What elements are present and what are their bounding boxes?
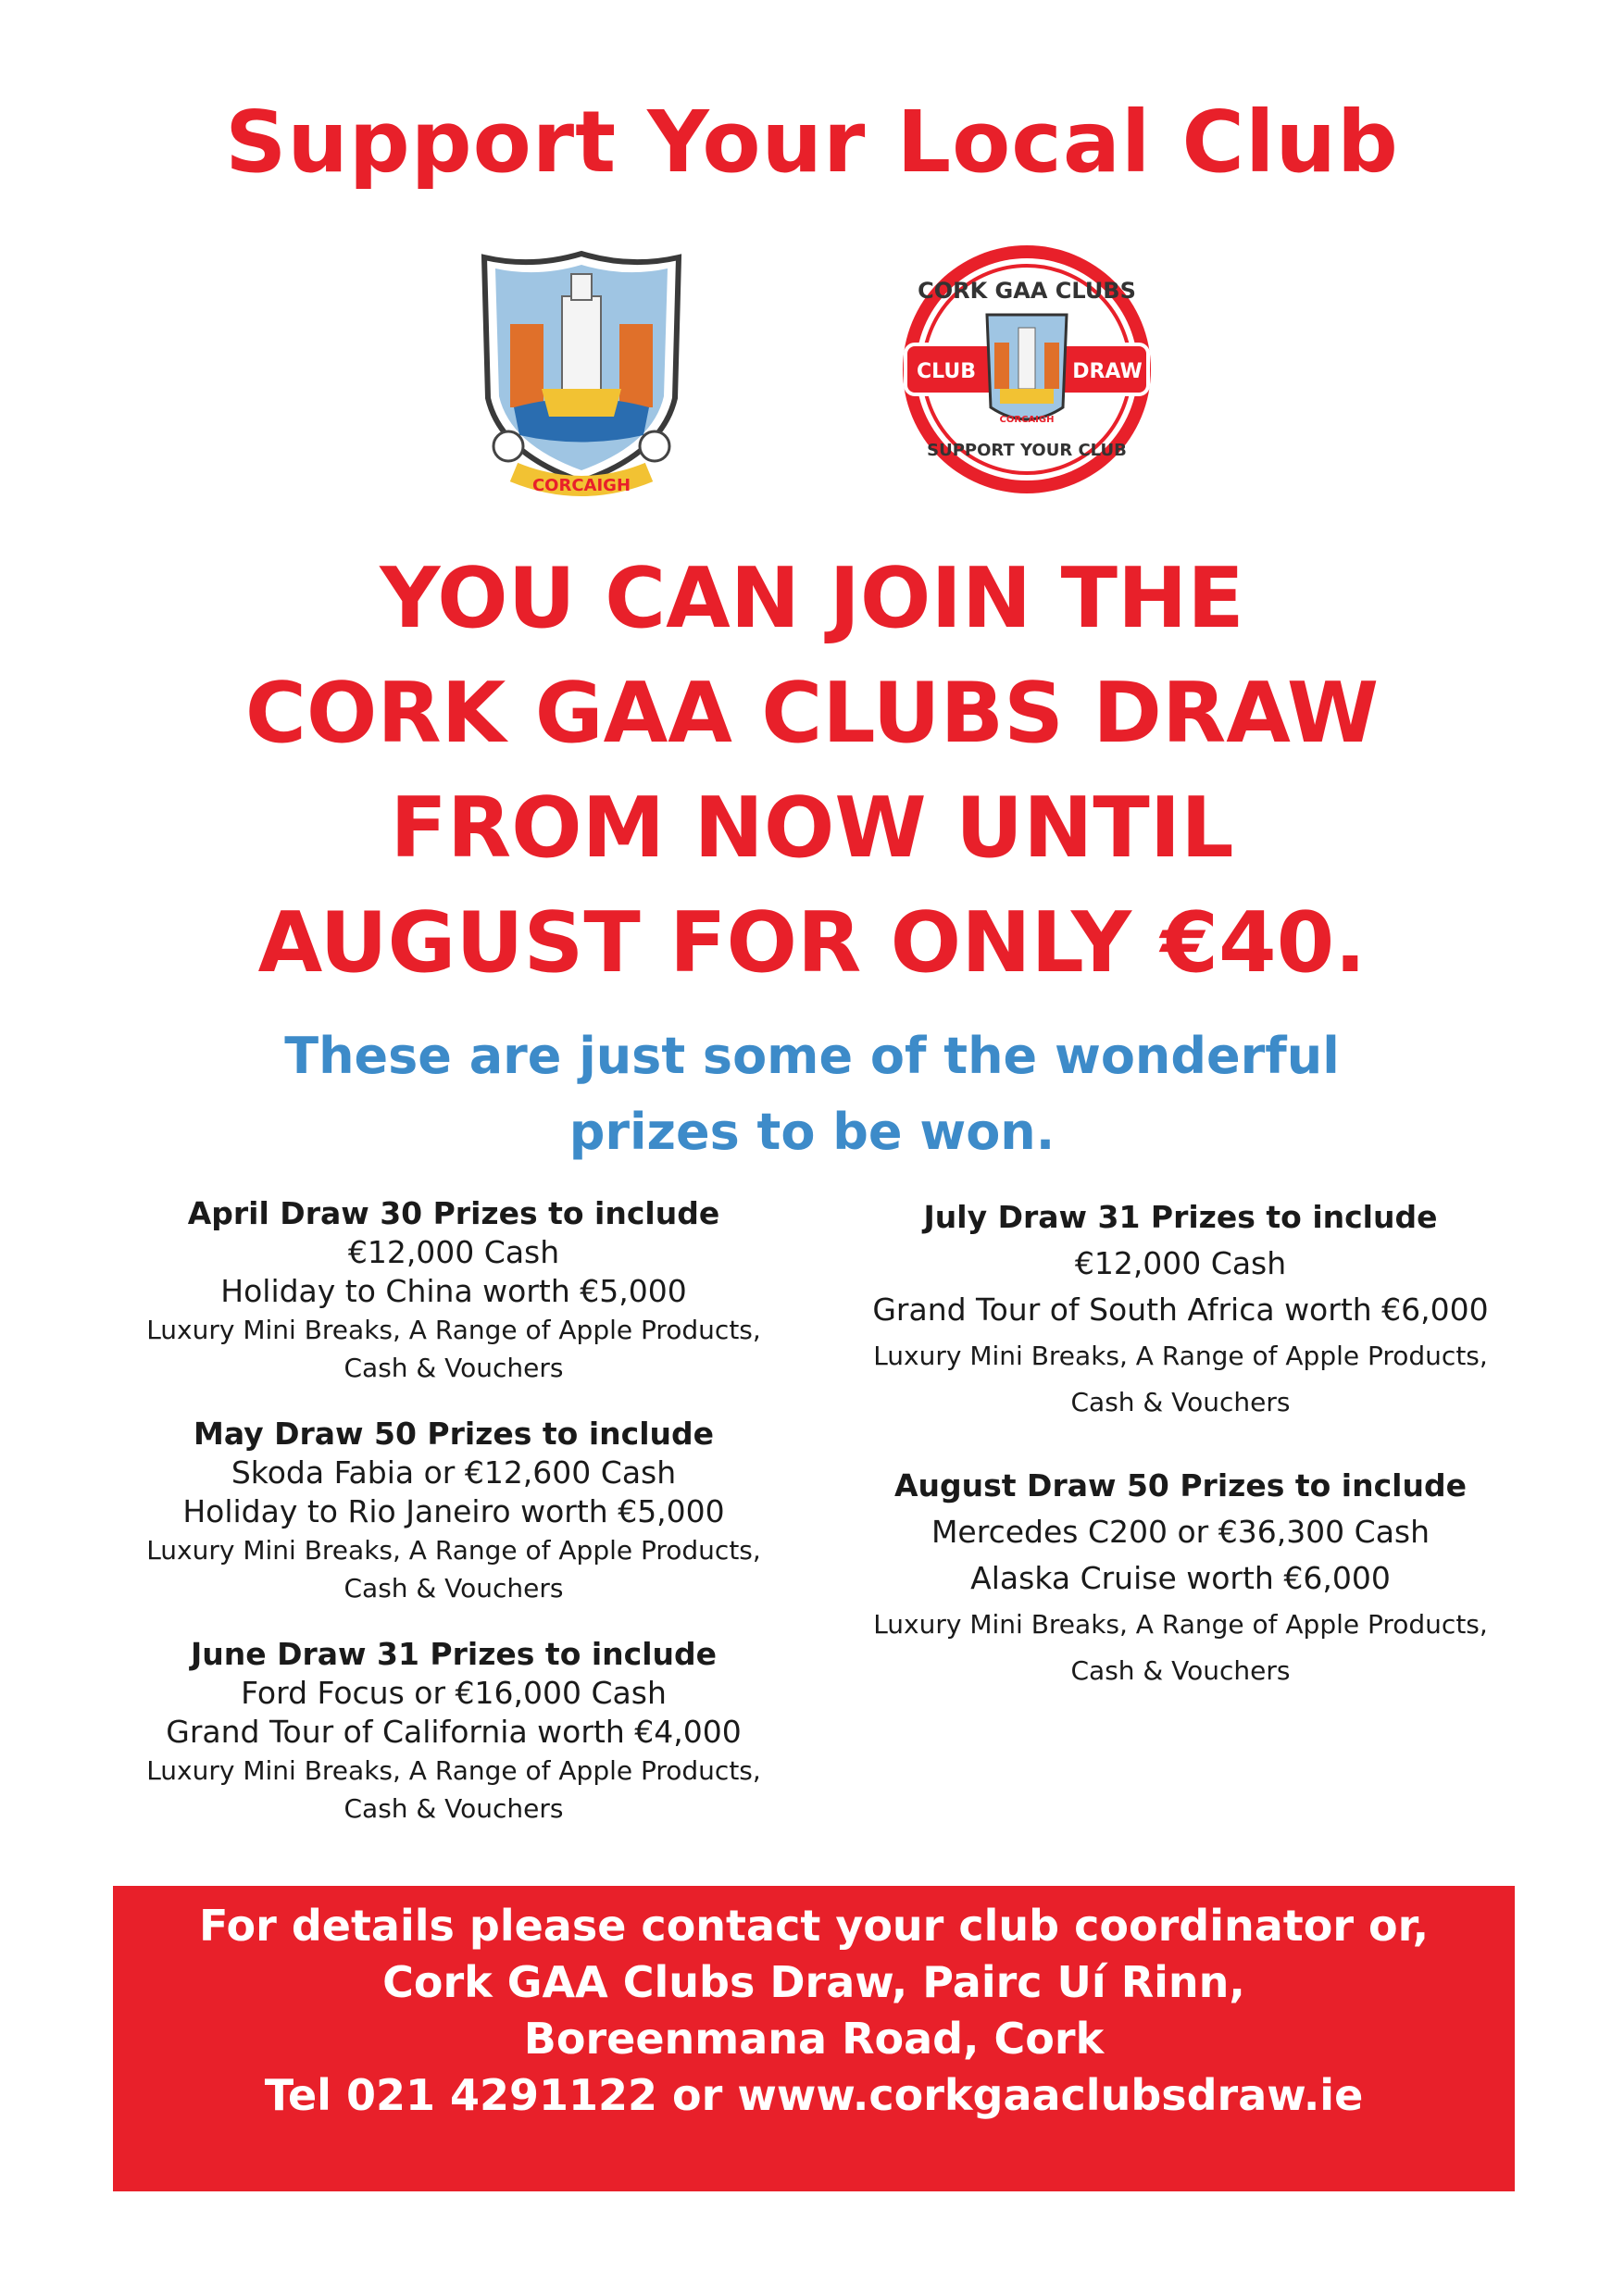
contact-line: Cork GAA Clubs Draw, Pairc Uí Rinn, xyxy=(382,1957,1245,2007)
prize-extra: Cash & Vouchers xyxy=(344,1573,564,1603)
draw-june xyxy=(102,1635,806,1828)
prize-extra: Luxury Mini Breaks, A Range of Apple Products, xyxy=(146,1315,761,1345)
club-draw-badge-logo xyxy=(898,241,1156,498)
page-title: Support Your Local Club xyxy=(225,93,1399,192)
headline-line: CORK GAA CLUBS DRAW xyxy=(244,665,1380,762)
contact-line: For details please contact your club coordinator or, xyxy=(198,1901,1430,1951)
draw-title: May Draw 50 Prizes to include xyxy=(193,1416,714,1452)
draw-april xyxy=(102,1194,806,1387)
prize-item: Alaska Cruise worth €6,000 xyxy=(970,1560,1391,1596)
prize-item: Holiday to China worth €5,000 xyxy=(220,1273,687,1309)
badge-bottom-text: SUPPORT YOUR CLUB xyxy=(927,441,1127,460)
contact-line: Boreenmana Road, Cork xyxy=(523,2014,1105,2064)
contact-details xyxy=(113,1898,1515,2124)
prize-extra: Luxury Mini Breaks, A Range of Apple Products, xyxy=(146,1535,761,1566)
prize-item: Ford Focus or €16,000 Cash xyxy=(241,1675,667,1711)
draw-august xyxy=(829,1463,1532,1694)
subheading-line: prizes to be won. xyxy=(568,1103,1056,1161)
prizes-right-column xyxy=(829,1194,1532,1731)
cork-crest-logo xyxy=(477,250,686,505)
prize-extra: Luxury Mini Breaks, A Range of Apple Products, xyxy=(873,1609,1488,1640)
prize-item: Skoda Fabia or €12,600 Cash xyxy=(231,1454,677,1491)
draw-may xyxy=(102,1415,806,1607)
badge-left-text: CLUB xyxy=(916,360,977,383)
headline-line: FROM NOW UNTIL xyxy=(390,780,1234,877)
crest-banner-text: CORCAIGH xyxy=(531,476,631,495)
subheading xyxy=(0,1018,1624,1170)
draw-title: July Draw 31 Prizes to include xyxy=(923,1199,1438,1235)
prizes-left-column xyxy=(102,1194,806,1855)
badge-top-text: CORK GAA CLUBS xyxy=(918,278,1136,304)
headline xyxy=(0,542,1624,1001)
draw-title: April Draw 30 Prizes to include xyxy=(187,1195,720,1231)
prize-item: €12,000 Cash xyxy=(1074,1245,1287,1281)
headline-line: AUGUST FOR ONLY €40. xyxy=(257,894,1367,992)
prize-item: Grand Tour of California worth €4,000 xyxy=(166,1714,742,1750)
prize-item: €12,000 Cash xyxy=(347,1234,560,1270)
headline-line: YOU CAN JOIN THE xyxy=(380,550,1244,647)
prize-item: Grand Tour of South Africa worth €6,000 xyxy=(872,1292,1489,1328)
prize-extra: Cash & Vouchers xyxy=(1070,1387,1291,1417)
badge-right-text: DRAW xyxy=(1072,360,1143,383)
prize-extra: Cash & Vouchers xyxy=(344,1793,564,1824)
prize-item: Holiday to Rio Janeiro worth €5,000 xyxy=(182,1493,725,1529)
prize-extra: Cash & Vouchers xyxy=(344,1353,564,1383)
prize-item: Mercedes C200 or €36,300 Cash xyxy=(931,1514,1430,1550)
prize-extra: Luxury Mini Breaks, A Range of Apple Products, xyxy=(146,1755,761,1786)
prize-extra: Luxury Mini Breaks, A Range of Apple Products, xyxy=(873,1341,1488,1371)
draw-title: August Draw 50 Prizes to include xyxy=(894,1467,1467,1504)
subheading-line: These are just some of the wonderful xyxy=(284,1027,1340,1085)
draw-title: June Draw 31 Prizes to include xyxy=(190,1636,718,1672)
draw-july xyxy=(829,1194,1532,1426)
contact-line: Tel 021 4291122 or www.corkgaaclubsdraw.ie xyxy=(264,2070,1364,2120)
prize-extra: Cash & Vouchers xyxy=(1070,1655,1291,1686)
badge-inner-text: CORCAIGH xyxy=(999,415,1055,425)
